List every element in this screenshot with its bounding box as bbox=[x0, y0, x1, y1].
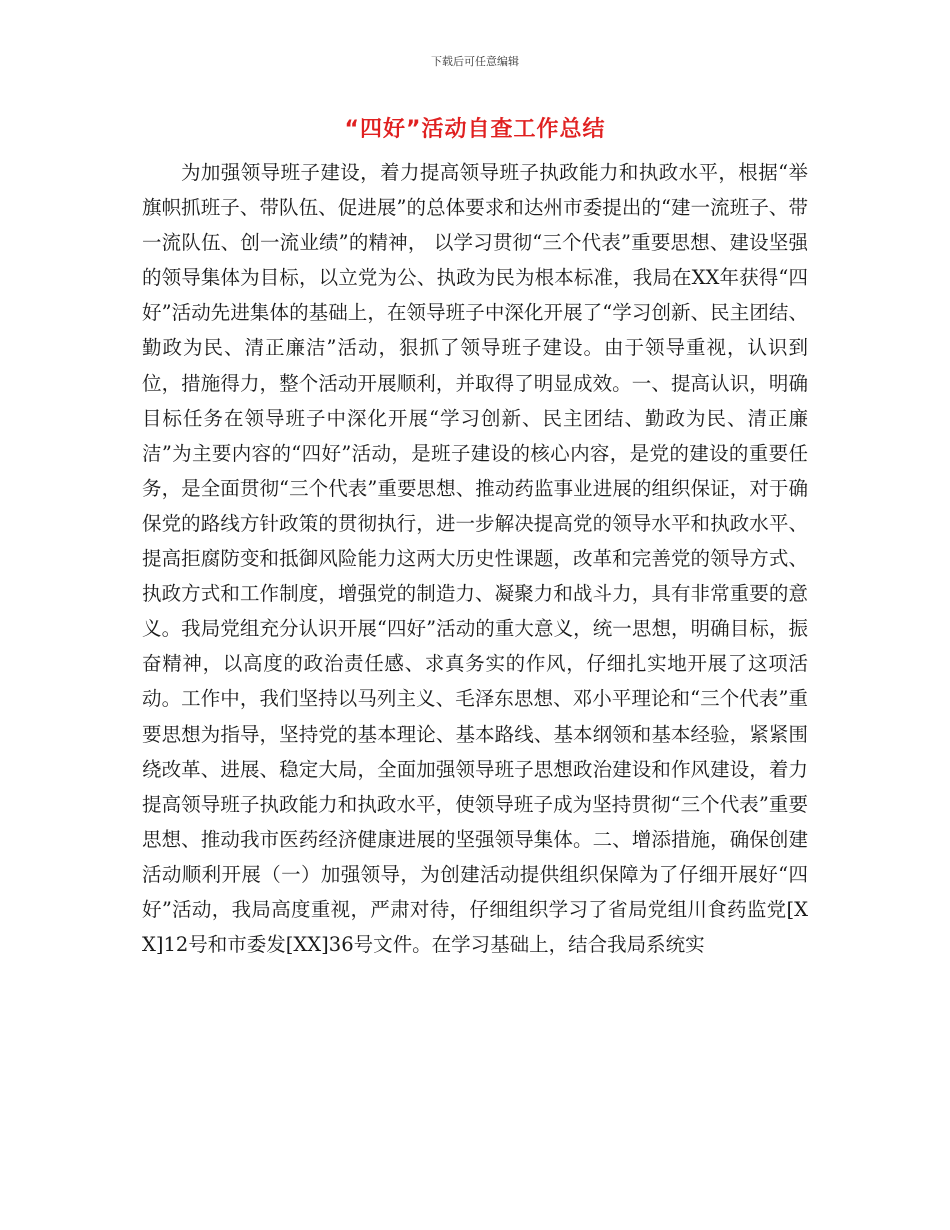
document-title: “四好”活动自查工作总结 bbox=[344, 117, 606, 142]
document-body: 为加强领导班子建设，着力提高领导班子执政能力和执政水平，根据“举旗帜抓班子、带队伍、促进展”的总体要求和达州市委提出的“建一流班子、带一流队伍、创一流业绩”的精神， 以学习贯彻“三个代表”重要思想、建设坚强的领导集体为目标，以立党为公、执政为民为根本标准，我局在XX年获得“四好”活动先进集体的基础上，在领导班子中深化开展了“学习创新、民主团结、勤政为民、清正廉洁”活动，狠抓了领导班子建设。由于领导重视，认识到位，措施得力，整个活动开展顺利，并取得了明显成效。一、提高认识，明确目标任务在领导班子中深化开展“学习创新、民主团结、勤政为民、清正廉洁”为主要内容的“四好”活动，是班子建设的核心内容，是党的建设的重要任务，是全面贯彻“三个代表”重要思想、推动药监事业进展的组织保证，对于确保党的路线方针政策的贯彻执行，进一步解决提高党的领导水平和执政水平、提高拒腐防变和抵御风险能力这两大历史性课题，改革和完善党的领导方式、执政方式和工作制度，增强党的制造力、凝聚力和战斗力，具有非常重要的意义。我局党组充分认识开展“四好”活动的重大意义，统一思想，明确目标，振奋精神，以高度的政治责任感、求真务实的作风，仔细扎实地开展了这项活动。工作中，我们坚持以马列主义、毛泽东思想、邓小平理论和“三个代表”重要思想为指导，坚持党的基本理论、基本路线、基本纲领和基本经验，紧紧围绕改革、进展、稳定大局，全面加强领导班子思想政治建设和作风建设，着力提高领导班子执政能力和执政水平，使领导班子成为坚持贯彻“三个代表”重要思想、推动我市医药经济健康进展的坚强领导集体。二、增添措施，确保创建活动顺利开展（一）加强领导，为创建活动提供组织保障为了仔细开展好“四好”活动，我局高度重视，严肃对待，仔细组织学习了省局党组川食药监党[XX]12号和市委发[XX]36号文件。在学习基础上，结合我局系统实 bbox=[142, 161, 808, 957]
page-header-note: 下载后可任意编辑 bbox=[431, 55, 519, 68]
